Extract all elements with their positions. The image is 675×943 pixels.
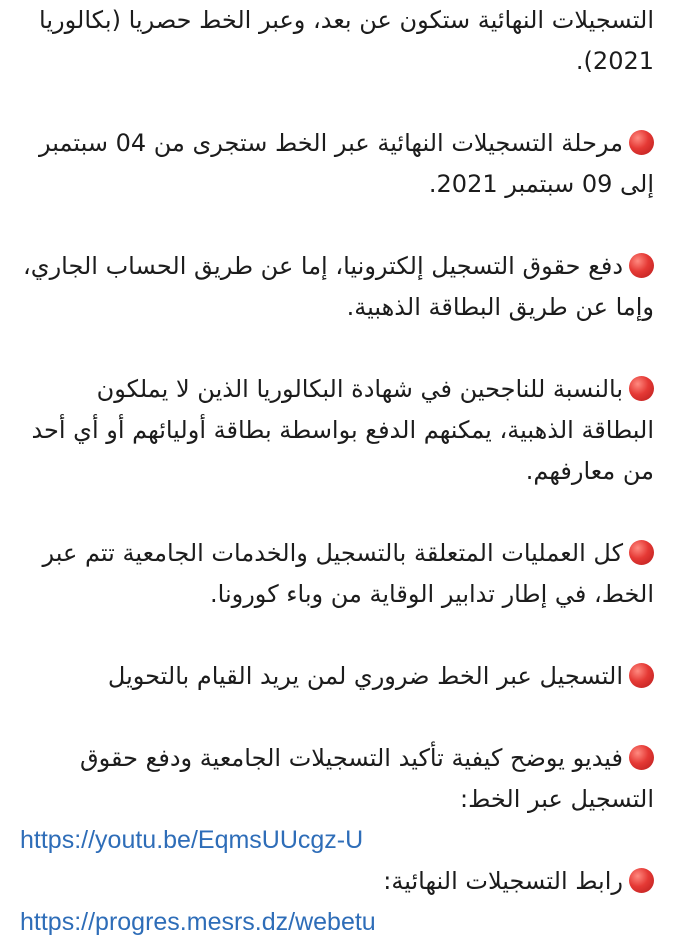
bullet-paragraph-5 xyxy=(20,656,654,697)
post-text xyxy=(20,0,654,943)
red-circle-icon xyxy=(629,745,654,770)
bullet-paragraph-4 xyxy=(20,533,654,615)
bullet-paragraph-1 xyxy=(20,123,654,205)
paragraph-spacer xyxy=(20,615,654,656)
paragraph-spacer xyxy=(20,328,654,369)
red-circle-icon xyxy=(629,663,654,688)
video-link[interactable]: https://youtu.be/EqmsUUcgz-U xyxy=(20,826,364,854)
bullet-text-2: دفع حقوق التسجيل إلكترونيا، إما عن طريق الحساب الجاري، وإما عن طريق البطاقة الذهبية. xyxy=(23,252,654,321)
registration-link[interactable]: https://progres.mesrs.dz/webetu xyxy=(20,908,376,936)
red-circle-icon xyxy=(629,376,654,401)
paragraph-spacer xyxy=(20,492,654,533)
registration-label-paragraph xyxy=(20,861,654,902)
bullet-text-5: التسجيل عبر الخط ضروري لمن يريد القيام بالتحويل xyxy=(107,662,623,690)
paragraph-spacer xyxy=(20,697,654,738)
bullet-paragraph-3 xyxy=(20,369,654,492)
bullet-text-6: فيديو يوضح كيفية تأكيد التسجيلات الجامعية ودفع حقوق التسجيل عبر الخط: xyxy=(79,744,654,813)
bullet-text-4: كل العمليات المتعلقة بالتسجيل والخدمات الجامعية تتم عبر الخط، في إطار تدابير الوقاية من وباء كورونا. xyxy=(42,539,654,608)
bullet-paragraph-2 xyxy=(20,246,654,328)
bullet-text-3: بالنسبة للناجحين في شهادة البكالوريا الذين لا يملكون البطاقة الذهبية، يمكنهم الدفع بواسطة بطاقة أوليائهم أو أي أحد من معارفهم. xyxy=(31,375,654,485)
registration-label: رابط التسجيلات النهائية: xyxy=(383,867,623,895)
bullet-paragraph-6 xyxy=(20,738,654,820)
red-circle-icon xyxy=(629,540,654,565)
paragraph-spacer xyxy=(20,205,654,246)
red-circle-icon xyxy=(629,868,654,893)
paragraph-spacer xyxy=(20,82,654,123)
red-circle-icon xyxy=(629,130,654,155)
bullet-text-1: مرحلة التسجيلات النهائية عبر الخط ستجرى من 04 سبتمبر إلى 09 سبتمبر 2021. xyxy=(38,129,654,198)
intro-paragraph: التسجيلات النهائية ستكون عن بعد، وعبر الخط حصريا (بكالوريا 2021). xyxy=(39,6,654,75)
red-circle-icon xyxy=(629,253,654,278)
